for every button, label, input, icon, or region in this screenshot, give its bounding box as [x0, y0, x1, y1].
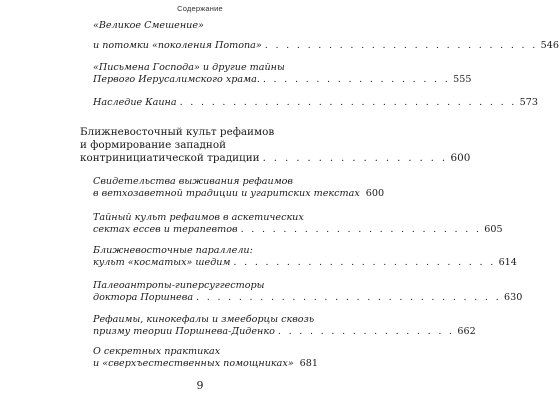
dot-leader: . . . . . . . . . . . . . . . . . . . . . . . . . . . . .: [196, 292, 501, 303]
section-title-line: и формирование западной: [80, 139, 227, 151]
toc-subentry-title-line: Рефаимы, кинокефалы и змееборцы сквозь: [93, 314, 315, 325]
toc-entry-title-line: Первого Иерусалимского храма.: [93, 74, 260, 85]
toc-entry-title-line: и потомки «поколения Потопа»: [93, 40, 262, 51]
dot-leader: . . . . . . . . . . . . . . . . . . . . . . . . .: [233, 257, 496, 268]
toc-entry-leader-line: [93, 40, 559, 52]
toc-page-number: 546: [540, 40, 559, 51]
toc-page-number: 600: [450, 152, 471, 164]
toc-subentry-title-line: и «сверхъестественных помощниках»: [93, 358, 294, 369]
toc-entry-leader-line: [93, 97, 538, 109]
dot-leader: . . . . . . . . . . . . . . . . .: [262, 152, 448, 164]
toc-subentry-title-line: призму теории Поршнева-Диденко: [93, 326, 275, 337]
toc-subentry-title-line: сектах ессев и терапевтов: [93, 224, 238, 235]
dot-leader: . . . . . . . . . . . . . . . . .: [277, 326, 455, 337]
page-number: 9: [196, 379, 204, 392]
toc-page-number: 605: [484, 224, 503, 235]
toc-subentry-title-line: Ближневосточные параллели:: [93, 245, 253, 256]
toc-entry-leader-line: [93, 74, 472, 86]
dot-leader: . . . . . . . . . . . . . . . . . . . . . . .: [240, 224, 482, 235]
toc-subentry-leader-line: [93, 358, 318, 370]
toc-subentry-leader-line: [93, 224, 503, 236]
toc-entry-title-line: «Письмена Господа» и другие тайны: [93, 62, 285, 73]
toc-subentry-title-line: доктора Поршнева: [93, 292, 194, 303]
toc-subentry-leader-line: [93, 188, 385, 200]
toc-subentry-title-line: О секретных практиках: [93, 346, 221, 357]
section-leader-line: [80, 152, 471, 165]
toc-entry-title-line: Наследие Каина: [93, 97, 177, 108]
toc-subentry-title-line: Палеоантропы-гиперсуггесторы: [93, 280, 265, 291]
toc-page-number: 600: [365, 188, 385, 199]
dot-leader: . . . . . . . . . . . . . . . . . .: [262, 74, 451, 85]
toc-page-number: 662: [457, 326, 476, 337]
toc-subentry-leader-line: [93, 326, 476, 338]
toc-page-number: 555: [453, 74, 472, 85]
toc-page-number: 681: [299, 358, 318, 369]
dot-leader: . . . . . . . . . . . . . . . . . . . . . . . . . .: [264, 40, 538, 51]
running-header: Содержание: [177, 4, 223, 13]
section-title-line: Ближневосточный культ рефаимов: [80, 126, 275, 138]
toc-subentry-leader-line: [93, 292, 523, 304]
toc-page-number: 614: [498, 257, 517, 268]
toc-entry-title-line: «Великое Смешение»: [93, 20, 204, 31]
toc-subentry-title-line: Свидетельства выживания рефаимов: [93, 176, 294, 187]
toc-subentry-title-line: Тайный культ рефаимов в аскетических: [93, 212, 304, 223]
toc-subentry-title-line: в ветхозаветной традиции и угаритских текстах: [93, 188, 360, 199]
section-title-line: контринициатической традиции: [80, 152, 260, 164]
toc-subentry-leader-line: [93, 257, 517, 269]
toc-subentry-title-line: культ «косматых» шедим: [93, 257, 231, 268]
dot-leader: . . . . . . . . . . . . . . . . . . . . . . . . . . . . . . . .: [179, 97, 517, 108]
toc-page-number: 630: [503, 292, 523, 303]
toc-page-number: 573: [519, 97, 538, 108]
